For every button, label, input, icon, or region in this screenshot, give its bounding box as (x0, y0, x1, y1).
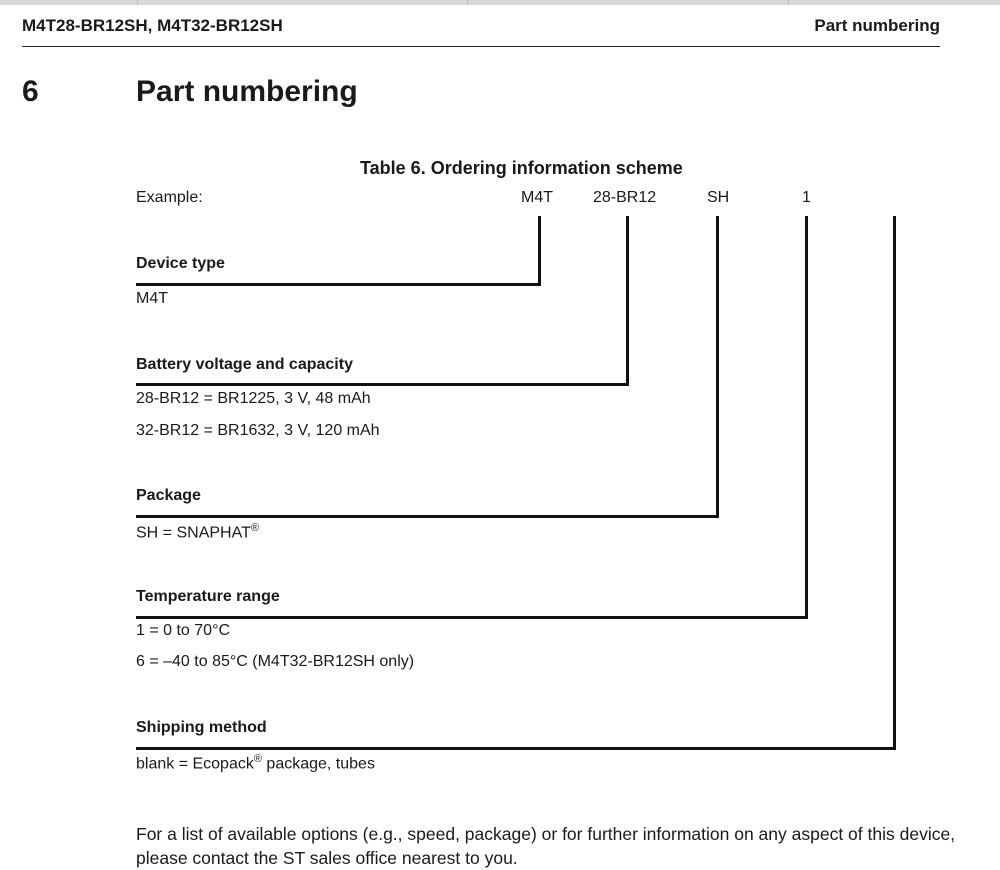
shipping-value-prefix: blank = Ecopack (136, 755, 254, 773)
example-code-package: SH (707, 189, 730, 206)
table-caption: Table 6. Ordering information scheme (360, 158, 683, 178)
example-label: Example: (136, 189, 203, 206)
field-rule-shipping (136, 747, 896, 750)
section-number: 6 (22, 75, 39, 108)
connector-vertical-temperature (805, 216, 808, 619)
field-value-device-type: M4T (136, 290, 168, 307)
document-header-title: M4T28-BR12SH, M4T32-BR12SH (22, 16, 283, 35)
field-rule-temperature (136, 616, 808, 619)
connector-vertical-package (716, 216, 719, 518)
field-rule-package (136, 515, 719, 518)
field-rule-battery (136, 383, 629, 386)
field-value-battery-1: 28-BR12 = BR1225, 3 V, 48 mAh (136, 390, 371, 407)
field-value-temperature-2: 6 = –40 to 85°C (M4T32-BR12SH only) (136, 653, 415, 670)
field-value-battery-2: 32-BR12 = BR1632, 3 V, 120 mAh (136, 422, 380, 439)
top-strip (0, 0, 1000, 5)
field-rule-device-type (136, 283, 541, 286)
header-rule (22, 46, 940, 47)
registered-mark: ® (253, 753, 262, 765)
document-header-section: Part numbering (814, 16, 940, 35)
field-label-device-type: Device type (136, 255, 225, 272)
connector-vertical-shipping (893, 216, 896, 750)
package-value-text: SH = SNAPHAT (136, 524, 251, 542)
section-title: Part numbering (136, 75, 358, 108)
footnote-paragraph: For a list of available options (e.g., speed, package) or for further information on any aspect of this device, please contact the ST sales office nearest to you. (136, 824, 956, 868)
strip-divider (788, 0, 789, 5)
strip-divider (467, 0, 468, 5)
strip-divider (137, 0, 138, 5)
field-label-temperature: Temperature range (136, 588, 280, 605)
field-value-package (136, 522, 259, 542)
field-value-temperature-1: 1 = 0 to 70°C (136, 622, 231, 639)
registered-mark: ® (250, 522, 259, 534)
field-label-battery: Battery voltage and capacity (136, 356, 353, 373)
example-code-battery: 28-BR12 (593, 189, 657, 206)
field-label-package: Package (136, 487, 201, 504)
connector-vertical-battery (626, 216, 629, 386)
field-value-shipping (136, 753, 375, 773)
example-code-temperature: 1 (802, 189, 811, 206)
field-label-shipping: Shipping method (136, 719, 267, 736)
connector-vertical-device-type (538, 216, 541, 286)
shipping-value-suffix: package, tubes (261, 755, 375, 773)
example-code-device-type: M4T (521, 189, 553, 206)
